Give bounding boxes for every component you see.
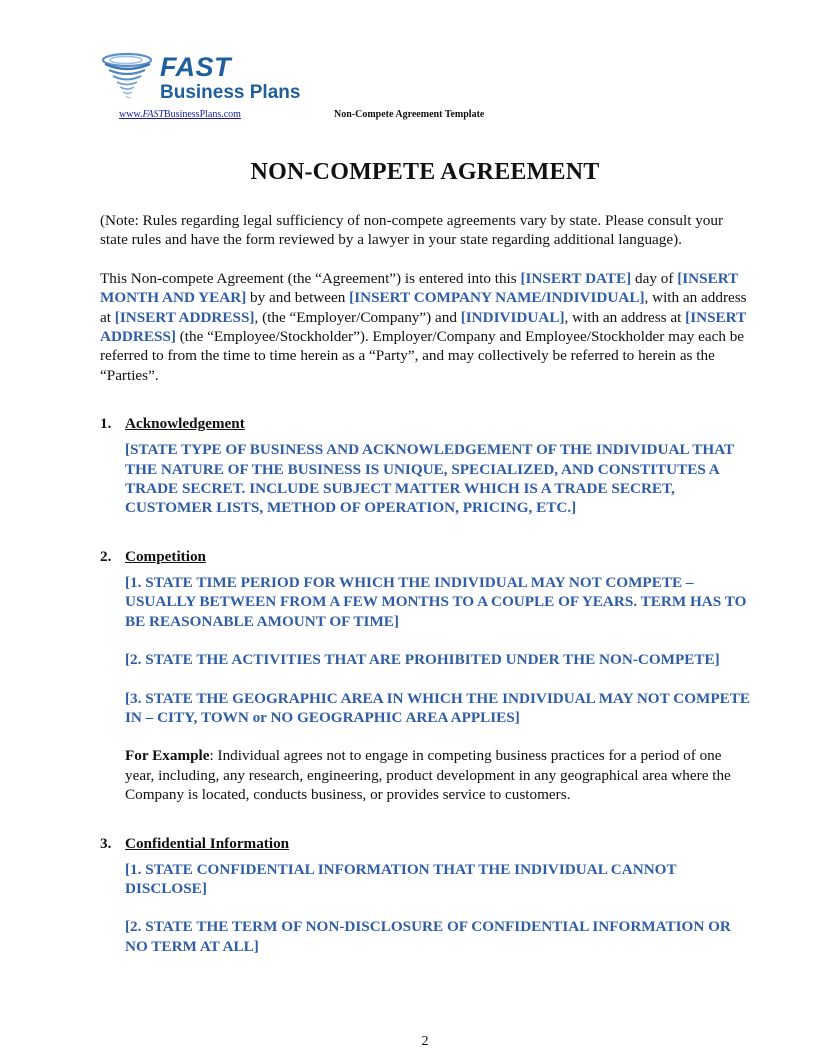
placeholder-date: [INSERT DATE]	[520, 269, 632, 287]
section-2-body	[125, 573, 752, 805]
logo-business-plans-text: Business Plans	[160, 82, 301, 103]
header-doc-title: Non-Compete Agreement Template	[334, 109, 485, 120]
placeholder-month-year: [INSERT MONTH AND YEAR]	[100, 269, 738, 307]
placeholder-individual-address: [INSERT ADDRESS]	[100, 308, 746, 346]
intro-paragraph	[100, 269, 752, 385]
tornado-icon	[100, 52, 158, 104]
logo-fast-text: FAST	[160, 52, 232, 82]
intro-text-4: , with an address at	[100, 289, 747, 326]
document-body	[100, 211, 752, 956]
note-paragraph: (Note: Rules regarding legal sufficiency of non-compete agreements vary by state. Please consult your state rules and have the form reviewed by a lawyer in your state regarding additional language).	[100, 212, 724, 249]
intro-text-1: This Non-compete Agreement (the “Agreement”) is entered into this	[100, 269, 521, 287]
section-1-number: 1.	[100, 415, 112, 433]
section-3-body	[125, 860, 752, 957]
section-3-heading	[100, 834, 752, 854]
section-2-number: 2.	[100, 547, 112, 565]
section-1-body	[125, 440, 752, 518]
placeholder-company-address: [INSERT ADDRESS]	[114, 308, 255, 326]
placeholder-individual: [INDIVIDUAL]	[460, 308, 565, 326]
section-2-heading	[100, 547, 752, 567]
section-3-placeholder-2: [2. STATE THE TERM OF NON-DISCLOSURE OF CONFIDENTIAL INFORMATION OR NO TERM AT ALL]	[125, 918, 731, 955]
section-1-title: Acknowledgement	[125, 415, 245, 433]
intro-text-5: , (the “Employer/Company”) and	[254, 308, 461, 326]
section-2-placeholder-1: [1. STATE TIME PERIOD FOR WHICH THE INDIVIDUAL MAY NOT COMPETE – USUALLY BETWEEN FROM A FEW MONTHS TO A COUPLE OF YEARS. TERM HAS TO BE REASONABLE AMOUNT OF TIME]	[125, 573, 747, 630]
section-2-title: Competition	[125, 547, 206, 565]
example-label: For Example	[125, 747, 210, 765]
section-2-placeholder-2: [2. STATE THE ACTIVITIES THAT ARE PROHIBITED UNDER THE NON-COMPETE]	[125, 651, 720, 669]
section-2-example	[125, 746, 752, 804]
section-1-heading	[100, 414, 752, 434]
website-link[interactable]	[119, 109, 241, 121]
link-suffix: BusinessPlans.com	[164, 109, 241, 120]
intro-text-2: day of	[631, 269, 678, 287]
placeholder-company-name: [INSERT COMPANY NAME/INDIVIDUAL]	[349, 289, 645, 307]
intro-text-7: (the “Employee/Stockholder”). Employer/Company and Employee/Stockholder may each be referred to from the time to time herein as a “Party”, and may collectively be referred to herein as the “Parties”.	[100, 328, 745, 384]
intro-text-6: , with an address at	[564, 308, 686, 326]
page-number: 2	[421, 1034, 429, 1049]
section-3-placeholder-1: [1. STATE CONFIDENTIAL INFORMATION THAT THE INDIVIDUAL CANNOT DISCLOSE]	[125, 860, 677, 897]
link-italic: FAST	[142, 109, 165, 120]
example-text: : Individual agrees not to engage in competing business practices for a period of one year, including, any research, engineering, product development in any geographical area where the Company is located, conducts business, or provides service to customers.	[125, 747, 731, 804]
page-title: NON-COMPETE AGREEMENT	[250, 159, 600, 185]
intro-text-3: by and between	[246, 289, 350, 307]
section-3-title: Confidential Information	[125, 834, 290, 852]
section-3-number: 3.	[100, 834, 112, 852]
section-2-placeholder-3: [3. STATE THE GEOGRAPHIC AREA IN WHICH THE INDIVIDUAL MAY NOT COMPETE IN – CITY, TOWN or NO GEOGRAPHIC AREA APPLIES]	[125, 689, 751, 726]
link-prefix: www.	[119, 109, 143, 120]
section-1-placeholder-1: [STATE TYPE OF BUSINESS AND ACKNOWLEDGEMENT OF THE INDIVIDUAL THAT THE NATURE OF THE BUSINESS IS UNIQUE, SPECIALIZED, AND CONSTITUTES A TRADE SECRET. INCLUDE SUBJECT MATTER WHICH IS A TRADE SECRET, CUSTOMER LISTS, METHOD OF OPERATION, PRICING, ETC.]	[125, 441, 734, 517]
company-logo	[100, 52, 320, 108]
